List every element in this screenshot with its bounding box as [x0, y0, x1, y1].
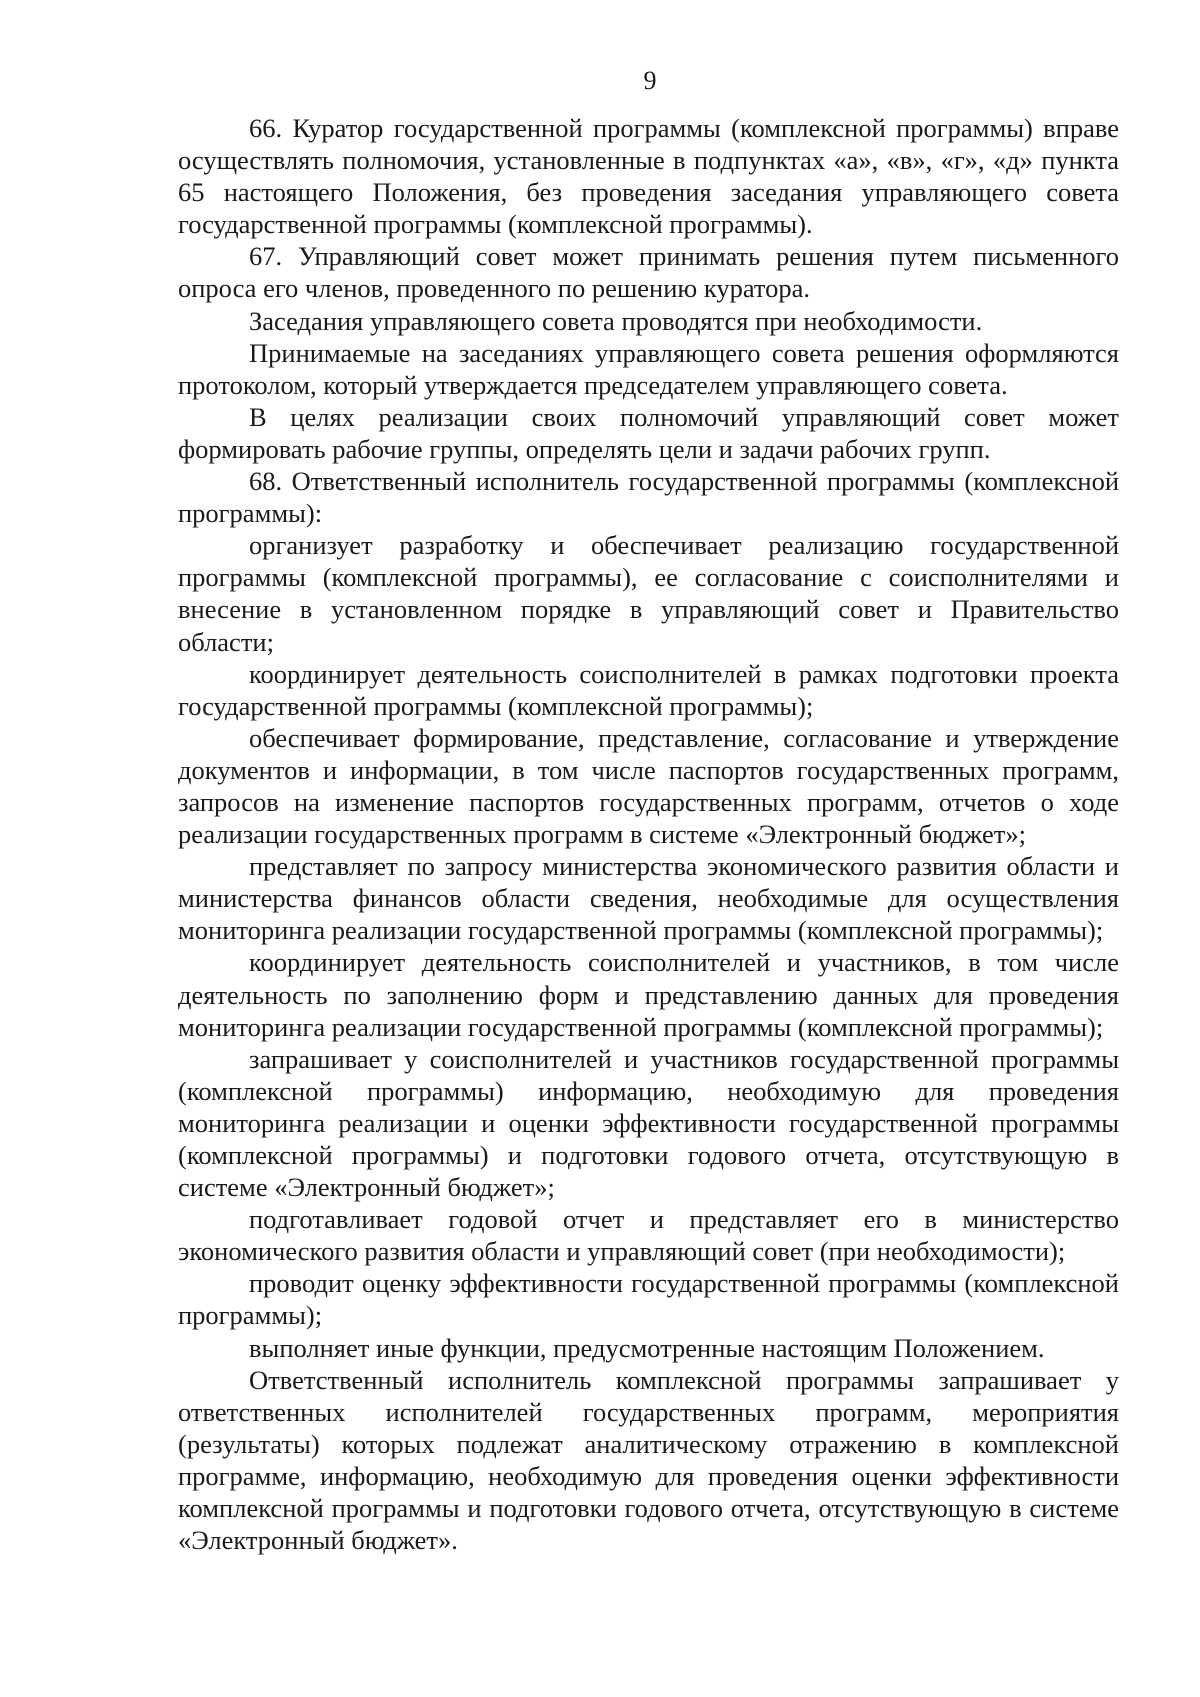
list-item: проводит оценку эффективности государственной программы (комплексной программы); — [178, 1268, 1119, 1331]
list-item: подготавливает годовой отчет и представляет его в министерство экономического развития области и управляющий совет (при необходимости); — [178, 1204, 1119, 1267]
paragraph-67: 67. Управляющий совет может принимать решения путем письменного опроса его членов, проведенного по решению куратора. — [178, 241, 1119, 304]
paragraph-66: 66. Куратор государственной программы (комплексной программы) вправе осуществлять полномочия, установленные в подпунктах «а», «в», «г», «д» пункта 65 настоящего Положения, без проведения заседания управляющего совета государственной программы (комплексной программы). — [178, 113, 1119, 240]
list-item: обеспечивает формирование, представление, согласование и утверждение документов и информации, в том числе паспортов государственных программ, запросов на изменение паспортов государственных программ, отчетов о ходе реализации государственных программ в системе «Электронный бюджет»; — [178, 722, 1119, 850]
page-number: 9 — [643, 66, 657, 95]
paragraph-68: 68. Ответственный исполнитель государственной программы (комплексной программы): — [178, 466, 1119, 529]
list-item: организует разработку и обеспечивает реализацию государственной программы (комплексной программы), ее согласование с соисполнителями и внесение в установленном порядке в управляющий совет и Правительство области; — [178, 530, 1119, 657]
document-body — [178, 112, 1119, 1556]
list-item: координирует деятельность соисполнителей в рамках подготовки проекта государственной программы (комплексной программы); — [178, 658, 1119, 721]
paragraph-complex-program: Ответственный исполнитель комплексной программы запрашивает у ответственных исполнителей государственных программ, мероприятия (результаты) которых подлежат аналитическому отражению в комплексной программе, информацию, необходимую для проведения оценки эффективности комплексной программы и подготовки годового отчета, отсутствующую в системе «Электронный бюджет». — [178, 1364, 1119, 1556]
list-item: представляет по запросу министерства экономического развития области и министерства финансов области сведения, необходимые для осуществления мониторинга реализации государственной программы (комплексной программы); — [178, 851, 1119, 946]
list-item: координирует деятельность соисполнителей и участников, в том числе деятельность по заполнению форм и представлению данных для проведения мониторинга реализации государственной программы (комплексной программы); — [178, 947, 1119, 1042]
paragraph-meetings: Заседания управляющего совета проводятся при необходимости. — [249, 305, 983, 336]
list-item: запрашивает у соисполнителей и участников государственной программы (комплексной программы) информацию, необходимую для проведения мониторинга реализации и оценки эффективности государственной программы (комплексной программы) и подготовки годового отчета, отсутствующую в системе «Электронный бюджет»; — [178, 1043, 1119, 1203]
paragraph-decisions: Принимаемые на заседаниях управляющего совета решения оформляются протоколом, который утверждается председателем управляющего совета. — [178, 337, 1119, 400]
list-item: выполняет иные функции, предусмотренные настоящим Положением. — [249, 1332, 1045, 1363]
paragraph-working-groups: В целях реализации своих полномочий управляющий совет может формировать рабочие группы, определять цели и задачи рабочих групп. — [178, 401, 1119, 464]
